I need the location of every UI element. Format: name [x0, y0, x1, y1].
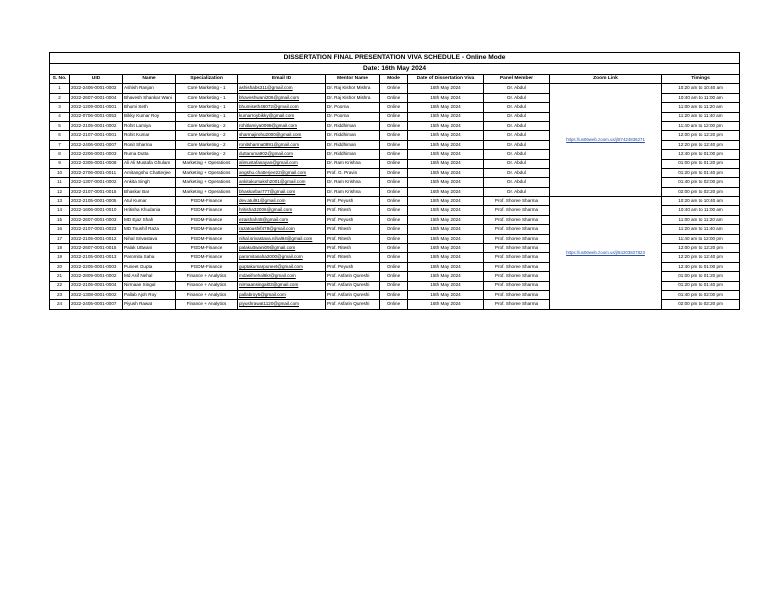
cell-sno: 4	[50, 112, 70, 121]
cell-panel: Dr. Abdul	[484, 93, 550, 102]
cell-email[interactable]: sharmajirohu2000@gmail.com	[238, 131, 326, 140]
cell-specialization: Core Marketing - 1	[176, 103, 238, 112]
cell-name: Ali Ali Mustafa Ghulam	[123, 159, 176, 168]
cell-specialization: PGDM-Finance	[176, 262, 238, 271]
cell-name: Puneet Gupta	[123, 262, 176, 271]
cell-panel: Dr. Abdul	[484, 168, 550, 177]
cell-mode: Online	[380, 84, 408, 93]
cell-sno: 16	[50, 225, 70, 234]
cell-sno: 8	[50, 150, 70, 159]
cell-specialization: Core Marketing - 1	[176, 112, 238, 121]
cell-mode: Online	[380, 131, 408, 140]
cell-timings: 01:20 pm to 01:40 pm	[662, 168, 740, 177]
cell-email[interactable]: razatoushif478@gmail.com	[238, 225, 326, 234]
cell-timings: 12:20 pm to 12:40 pm	[662, 253, 740, 262]
cell-mentor: Dr. Ram Krishna	[326, 187, 380, 196]
cell-email[interactable]: ezaishah48@gmail.com	[238, 215, 326, 224]
cell-date: 15th May 2024	[408, 121, 484, 130]
cell-timings: 12:00 pm to 12:20 pm	[662, 131, 740, 140]
cell-mentor: Dr. Riddhiman	[326, 131, 380, 140]
cell-sno: 11	[50, 178, 70, 187]
cell-email[interactable]: guptakumarpuneet@gmail.com	[238, 262, 326, 271]
cell-mode: Online	[380, 281, 408, 290]
cell-name: Pallab Ajoh Roy	[123, 290, 176, 299]
cell-email[interactable]: ronitsharma0891@gmail.com	[238, 140, 326, 149]
cell-mode: Online	[380, 93, 408, 102]
cell-mentor: Prof. Peyush	[326, 215, 380, 224]
cell-specialization: Finance + Analytics	[176, 290, 238, 299]
cell-mode: Online	[380, 253, 408, 262]
cell-date: 15th May 2024	[408, 131, 484, 140]
cell-specialization: Core Marketing - 2	[176, 131, 238, 140]
cell-timings: 11:00 am to 11:20 am	[662, 215, 740, 224]
cell-uid: 2022-2105-0001-0004	[70, 281, 123, 290]
cell-uid: 2022-2607-0001-0003	[70, 215, 123, 224]
cell-panel: Dr. Abdul	[484, 187, 550, 196]
header-panel: Panel Member	[484, 75, 550, 84]
cell-sno: 17	[50, 234, 70, 243]
cell-date: 15th May 2024	[408, 103, 484, 112]
cell-specialization: Core Marketing - 1	[176, 93, 238, 102]
cell-email[interactable]: ashishabs311@gmail.com	[238, 84, 326, 93]
cell-name: Hritisha Khudania	[123, 206, 176, 215]
cell-name: Amitangshu Chatterjee	[123, 168, 176, 177]
cell-uid: 2022-2206-0001-0003	[70, 150, 123, 159]
zoom-link[interactable]: https://us06web.zoom.us/j/84203827823	[550, 197, 662, 310]
cell-mentor: Prof. Ritesh	[326, 206, 380, 215]
cell-timings: 10:40 am to 11:00 am	[662, 206, 740, 215]
header-row	[50, 75, 740, 84]
header-timings: Timings	[662, 75, 740, 84]
cell-mode: Online	[380, 215, 408, 224]
cell-mode: Online	[380, 197, 408, 206]
cell-name: Bhaskar Bar	[123, 187, 176, 196]
cell-uid: 2022-2105-0001-0002	[70, 121, 123, 130]
cell-mode: Online	[380, 262, 408, 271]
cell-date: 15th May 2024	[408, 215, 484, 224]
cell-specialization: PGDM-Finance	[176, 206, 238, 215]
cell-uid: 2022-2105-0001-0013	[70, 253, 123, 262]
cell-name: Rohit Kumar	[123, 131, 176, 140]
cell-email[interactable]: paromitasaha2000@gmail.com	[238, 253, 326, 262]
cell-name: MD Ejaz Shah	[123, 215, 176, 224]
cell-specialization: Finance + Analytics	[176, 300, 238, 309]
header-specialization: Specialization	[176, 75, 238, 84]
cell-panel: Prof. Shoree Sharma	[484, 197, 550, 206]
cell-email[interactable]: dev.atul91@gmail.com	[238, 197, 326, 206]
cell-uid: 2022-2406-0001-0002	[70, 84, 123, 93]
cell-mentor: Prof. Ritesh	[326, 253, 380, 262]
cell-uid: 2022-2607-0001-0015	[70, 244, 123, 253]
cell-email[interactable]: angshu.chatterjee22@gmail.com	[238, 168, 326, 177]
cell-mentor: Prof. Ritesh	[326, 225, 380, 234]
cell-panel: Prof. Shoree Sharma	[484, 234, 550, 243]
header-date: Date of Dissertation Viva	[408, 75, 484, 84]
cell-panel: Prof. Shoree Sharma	[484, 262, 550, 271]
cell-mode: Online	[380, 168, 408, 177]
cell-date: 15th May 2024	[408, 253, 484, 262]
cell-timings: 02:00 pm to 02:20 pm	[662, 187, 740, 196]
cell-email[interactable]: bhaveshwani206@gmail.com	[238, 93, 326, 102]
header-uid: UID	[70, 75, 123, 84]
cell-panel: Dr. Abdul	[484, 112, 550, 121]
cell-mentor: Dr. Ram Krishna	[326, 159, 380, 168]
cell-date: 15th May 2024	[408, 150, 484, 159]
table-row	[50, 197, 740, 206]
cell-mentor: Prof. G. Pravin	[326, 168, 380, 177]
header-zoom-link: Zoom Link	[550, 75, 662, 84]
cell-specialization: Core Marketing - 1	[176, 84, 238, 93]
cell-date: 15th May 2024	[408, 272, 484, 281]
cell-mode: Online	[380, 272, 408, 281]
cell-mentor: Dr. Riddhiman	[326, 121, 380, 130]
cell-date: 15th May 2024	[408, 300, 484, 309]
cell-mentor: Prof. Peyush	[326, 262, 380, 271]
cell-name: Bhavesh Shankar Wani	[123, 93, 176, 102]
cell-mentor: Prof. Asfarin Qureshi	[326, 300, 380, 309]
cell-sno: 22	[50, 281, 70, 290]
cell-sno: 1	[50, 84, 70, 93]
cell-timings: 12:40 pm to 01:00 pm	[662, 262, 740, 271]
cell-timings: 01:40 pm to 02:00 pm	[662, 290, 740, 299]
cell-specialization: PGDM-Finance	[176, 225, 238, 234]
cell-timings: 01:00 pm to 01:20 pm	[662, 159, 740, 168]
cell-specialization: PGDM-Finance	[176, 253, 238, 262]
cell-mentor: Dr. Ram Krishna	[326, 178, 380, 187]
cell-timings: 12:20 pm to 12:40 pm	[662, 140, 740, 149]
header-mode: Mode	[380, 75, 408, 84]
cell-email[interactable]: kumarroybikky@gmail.com	[238, 112, 326, 121]
cell-date: 15th May 2024	[408, 168, 484, 177]
cell-uid: 2022-0706-0001-0053	[70, 112, 123, 121]
cell-timings: 11:20 am to 11:40 am	[662, 112, 740, 121]
cell-mentor: Dr. Riddhiman	[326, 150, 380, 159]
cell-sno: 20	[50, 262, 70, 271]
cell-panel: Dr. Abdul	[484, 150, 550, 159]
cell-email[interactable]: nihal.srivastava.nihal94@gmail.com	[238, 234, 326, 243]
cell-mode: Online	[380, 225, 408, 234]
cell-specialization: Core Marketing - 2	[176, 140, 238, 149]
header-email: Email ID	[238, 75, 326, 84]
cell-timings: 12:00 pm to 12:20 pm	[662, 244, 740, 253]
cell-mentor: Dr. Raj Kishor Mishra	[326, 93, 380, 102]
cell-uid: 2022-2205-0001-0003	[70, 262, 123, 271]
header-name: Name	[123, 75, 176, 84]
cell-sno: 23	[50, 290, 70, 299]
cell-timings: 10:20 am to 10:40 am	[662, 84, 740, 93]
cell-sno: 9	[50, 159, 70, 168]
cell-specialization: PGDM-Finance	[176, 234, 238, 243]
cell-mode: Online	[380, 178, 408, 187]
cell-specialization: Finance + Analytics	[176, 281, 238, 290]
cell-specialization: PGDM-Finance	[176, 215, 238, 224]
cell-sno: 7	[50, 140, 70, 149]
cell-mode: Online	[380, 234, 408, 243]
cell-name: Nihal Srivastava	[123, 234, 176, 243]
cell-mentor: Dr. Riddhiman	[326, 140, 380, 149]
cell-sno: 10	[50, 168, 70, 177]
cell-uid: 2022-1606-0001-0010	[70, 206, 123, 215]
cell-name: Ronit Sharma	[123, 140, 176, 149]
sheet-title: DISSERTATION FINAL PRESENTATION VIVA SCHEDULE - Online Mode	[50, 53, 740, 64]
cell-email[interactable]: ankitakumaksh2001@gmail.com	[238, 178, 326, 187]
cell-sno: 18	[50, 244, 70, 253]
cell-specialization: Finance + Analytics	[176, 272, 238, 281]
cell-email[interactable]: duttaruma902@gmail.com	[238, 150, 326, 159]
cell-panel: Prof. Shoree Sharma	[484, 272, 550, 281]
cell-date: 15th May 2024	[408, 244, 484, 253]
cell-timings: 01:00 pm to 01:20 pm	[662, 272, 740, 281]
cell-sno: 13	[50, 197, 70, 206]
cell-email[interactable]: bhumiseth46072@gmail.com	[238, 103, 326, 112]
cell-sno: 3	[50, 103, 70, 112]
cell-email[interactable]: nirmaansingal03@gmail.com	[238, 281, 326, 290]
cell-sno: 24	[50, 300, 70, 309]
cell-email[interactable]: rohitlamiya0098@gmail.com	[238, 121, 326, 130]
cell-name: Ankita Singh	[123, 178, 176, 187]
cell-panel: Prof. Shoree Sharma	[484, 290, 550, 299]
cell-uid: 2022-2107-0001-0023	[70, 225, 123, 234]
cell-mentor: Dr. Poorna	[326, 112, 380, 121]
cell-email[interactable]: hritisha32006@gmail.com	[238, 206, 326, 215]
cell-date: 15th May 2024	[408, 112, 484, 121]
cell-name: Nirmaan Singal	[123, 281, 176, 290]
cell-uid: 2022-2107-0001-0001	[70, 131, 123, 140]
cell-date: 15th May 2024	[408, 234, 484, 243]
cell-date: 15th May 2024	[408, 187, 484, 196]
cell-name: Bhumi Seth	[123, 103, 176, 112]
cell-date: 15th May 2024	[408, 197, 484, 206]
cell-panel: Dr. Abdul	[484, 140, 550, 149]
cell-sno: 5	[50, 121, 70, 130]
cell-panel: Prof. Shoree Sharma	[484, 300, 550, 309]
cell-name: Piyush Rawat	[123, 300, 176, 309]
cell-sno: 14	[50, 206, 70, 215]
cell-mentor: Prof. Ritesh	[326, 234, 380, 243]
cell-panel: Dr. Abdul	[484, 178, 550, 187]
cell-mode: Online	[380, 244, 408, 253]
header-sno: S. No.	[50, 75, 70, 84]
cell-sno: 19	[50, 253, 70, 262]
cell-email[interactable]: palakuttwani09@gmail.com	[238, 244, 326, 253]
cell-panel: Prof. Shoree Sharma	[484, 215, 550, 224]
cell-specialization: Core Marketing - 2	[176, 121, 238, 130]
header-mentor: Mentor Name	[326, 75, 380, 84]
sheet-date: Date: 16th May 2024	[50, 64, 740, 75]
cell-uid: 2022-2809-0001-0002	[70, 272, 123, 281]
cell-date: 15th May 2024	[408, 93, 484, 102]
schedule-table	[49, 52, 740, 310]
cell-panel: Prof. Shoree Sharma	[484, 281, 550, 290]
cell-uid: 2022-2107-0001-0015	[70, 187, 123, 196]
cell-sno: 15	[50, 215, 70, 224]
cell-sno: 21	[50, 272, 70, 281]
cell-name: Md Asif Nehal	[123, 272, 176, 281]
cell-specialization: PGDM-Finance	[176, 244, 238, 253]
table-row	[50, 84, 740, 93]
cell-panel: Dr. Abdul	[484, 121, 550, 130]
cell-email[interactable]: bhaskarbar777@gmail.com	[238, 187, 326, 196]
cell-uid: 2022-1308-0001-0002	[70, 290, 123, 299]
cell-mentor: Prof. Asfarin Qureshi	[326, 281, 380, 290]
cell-name: Ashish Ranjan	[123, 84, 176, 93]
cell-uid: 2022-1307-0001-0002	[70, 178, 123, 187]
cell-panel: Prof. Shoree Sharma	[484, 253, 550, 262]
cell-date: 15th May 2024	[408, 206, 484, 215]
cell-mentor: Dr. Raj Kishor Mishra	[326, 84, 380, 93]
cell-mode: Online	[380, 290, 408, 299]
cell-mentor: Prof. Asfarin Qureshi	[326, 272, 380, 281]
cell-email[interactable]: pallabroy5@gmail.com	[238, 290, 326, 299]
cell-timings: 10:40 am to 11:00 am	[662, 93, 740, 102]
cell-mentor: Prof. Ritesh	[326, 244, 380, 253]
cell-mode: Online	[380, 300, 408, 309]
cell-specialization: PGDM-Finance	[176, 197, 238, 206]
cell-panel: Prof. Shoree Sharma	[484, 206, 550, 215]
cell-mode: Online	[380, 121, 408, 130]
cell-name: Paromita Saha	[123, 253, 176, 262]
cell-mode: Online	[380, 159, 408, 168]
cell-panel: Prof. Shoree Sharma	[484, 244, 550, 253]
cell-specialization: Marketing + Operations	[176, 168, 238, 177]
cell-timings: 11:20 am to 11:40 am	[662, 225, 740, 234]
cell-uid: 2022-2405-0001-0007	[70, 300, 123, 309]
zoom-link[interactable]: https://us06web.zoom.us/j/87424836271	[550, 84, 662, 197]
cell-mentor: Prof. Peyush	[326, 197, 380, 206]
cell-timings: 02:00 pm to 02:20 pm	[662, 300, 740, 309]
cell-email[interactable]: piyushrawat1120@gmail.com	[238, 300, 326, 309]
cell-uid: 2022-1209-0001-0001	[70, 103, 123, 112]
cell-date: 15th May 2024	[408, 262, 484, 271]
cell-timings: 01:40 pm to 02:00 pm	[662, 178, 740, 187]
cell-name: Rohit Lamiya	[123, 121, 176, 130]
cell-sno: 12	[50, 187, 70, 196]
cell-uid: 2022-2105-0001-0005	[70, 197, 123, 206]
cell-email[interactable]: mdasifnehal6kr@gmail.com	[238, 272, 326, 281]
cell-mentor: Prof. Asfarin Qureshi	[326, 290, 380, 299]
cell-mode: Online	[380, 140, 408, 149]
cell-uid: 2022-2406-0001-0007	[70, 140, 123, 149]
cell-email[interactable]: alimustafasayan@gmail.com	[238, 159, 326, 168]
cell-date: 15th May 2024	[408, 178, 484, 187]
cell-mode: Online	[380, 150, 408, 159]
cell-uid: 2022-2706-0001-0011	[70, 168, 123, 177]
cell-panel: Prof. Shoree Sharma	[484, 225, 550, 234]
cell-name: Bikky Kumar Roy	[123, 112, 176, 121]
cell-uid: 2022-2305-0001-0008	[70, 159, 123, 168]
cell-uid: 2022-2105-0001-0012	[70, 234, 123, 243]
cell-date: 15th May 2024	[408, 225, 484, 234]
cell-panel: Dr. Abdul	[484, 103, 550, 112]
cell-panel: Dr. Abdul	[484, 159, 550, 168]
cell-timings: 11:40 am to 12:00 pm	[662, 121, 740, 130]
cell-mode: Online	[380, 187, 408, 196]
cell-name: Atul Kumar	[123, 197, 176, 206]
cell-timings: 10:20 am to 10:40 am	[662, 197, 740, 206]
cell-uid: 2022-2607-0001-0004	[70, 93, 123, 102]
cell-sno: 2	[50, 93, 70, 102]
cell-date: 15th May 2024	[408, 159, 484, 168]
cell-mode: Online	[380, 206, 408, 215]
cell-sno: 6	[50, 131, 70, 140]
cell-specialization: Marketing + Operations	[176, 159, 238, 168]
cell-specialization: Core Marketing - 2	[176, 150, 238, 159]
cell-specialization: Marketing + Operations	[176, 187, 238, 196]
cell-timings: 11:00 am to 11:20 am	[662, 103, 740, 112]
cell-mentor: Dr. Poorna	[326, 103, 380, 112]
cell-panel: Dr. Abdul	[484, 131, 550, 140]
cell-date: 15th May 2024	[408, 290, 484, 299]
cell-mode: Online	[380, 112, 408, 121]
cell-name: Palak Uttwani	[123, 244, 176, 253]
cell-specialization: Marketing + Operations	[176, 178, 238, 187]
cell-name: MD Toushif Raza	[123, 225, 176, 234]
cell-timings: 01:20 pm to 01:40 pm	[662, 281, 740, 290]
cell-date: 15th May 2024	[408, 84, 484, 93]
cell-date: 15th May 2024	[408, 281, 484, 290]
cell-timings: 11:40 am to 12:00 pm	[662, 234, 740, 243]
cell-name: Ruma Dutta	[123, 150, 176, 159]
cell-timings: 12:40 pm to 01:00 pm	[662, 150, 740, 159]
cell-date: 15th May 2024	[408, 140, 484, 149]
cell-panel: Dr. Abdul	[484, 84, 550, 93]
cell-mode: Online	[380, 103, 408, 112]
